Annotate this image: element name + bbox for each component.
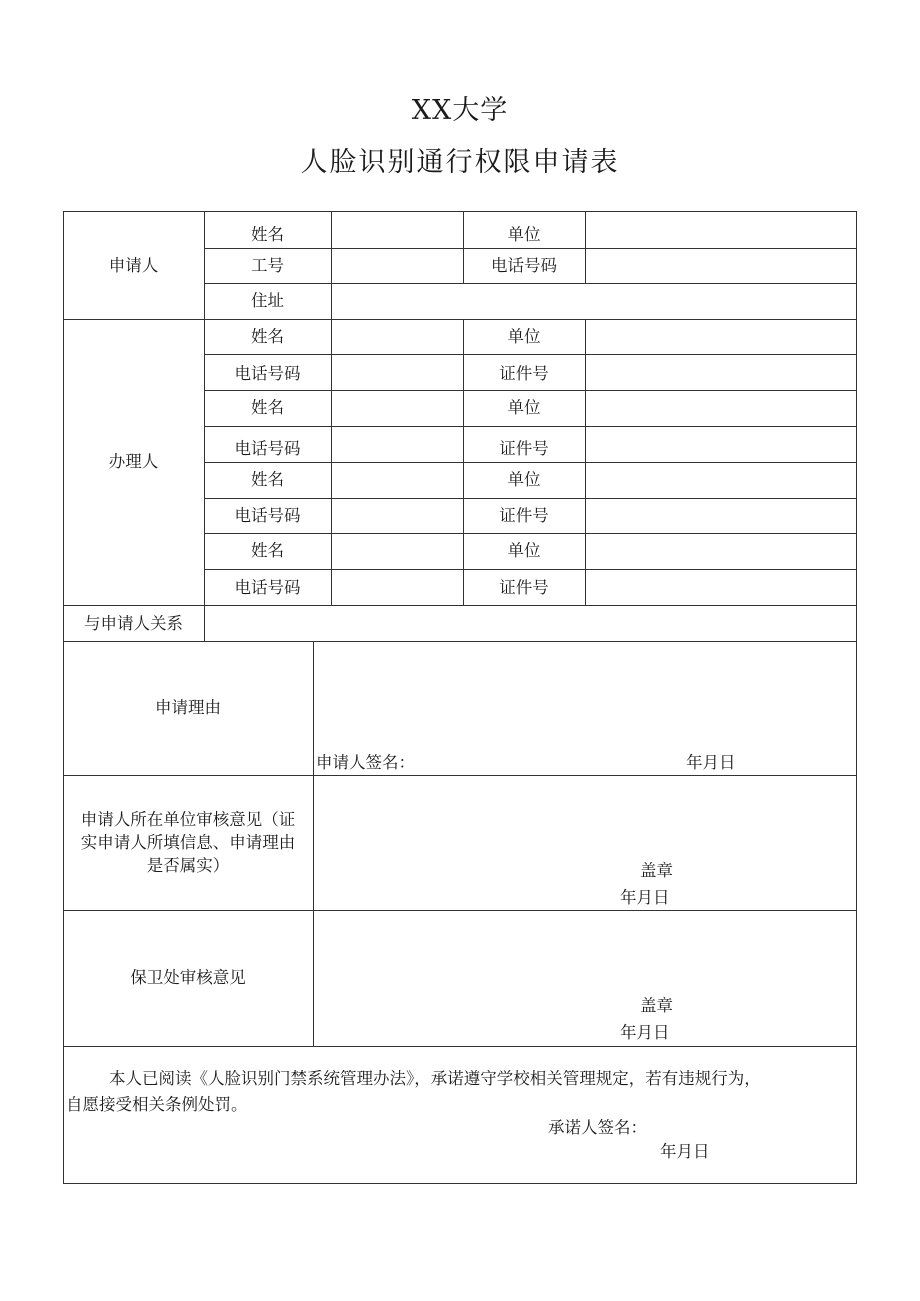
unit-review-field[interactable] <box>313 775 856 855</box>
handler-cert-label: 证件号 <box>499 364 549 383</box>
handler-cert-label: 证件号 <box>499 578 549 597</box>
handler-name-label: 姓名 <box>251 398 284 417</box>
handler-unit-field[interactable] <box>585 462 856 498</box>
handler-phone-label: 电话号码 <box>234 364 301 383</box>
handler-unit-label: 单位 <box>507 398 541 417</box>
handler-phone-label: 电话号码 <box>234 439 301 458</box>
pledge-text-line2: 自愿接受相关条例处罚。 <box>66 1095 248 1114</box>
handler-name-field[interactable] <box>331 390 463 426</box>
handler-cert-label: 证件号 <box>499 506 549 525</box>
handler-name-field[interactable] <box>331 533 463 569</box>
unit-review-label-line3: 是否属实） <box>146 856 230 875</box>
handler-name-label: 姓名 <box>251 327 284 346</box>
security-review-date-label: 年月日 <box>620 1023 670 1042</box>
reason-label: 申请理由 <box>155 698 221 717</box>
form-title: 人脸识别通行权限申请表 <box>300 147 620 178</box>
handler-unit-field[interactable] <box>585 319 856 354</box>
handler-unit-label: 单位 <box>507 470 541 489</box>
university-title: XX大学 <box>411 95 509 126</box>
pledge-signature-label: 承诺人签名： <box>548 1118 647 1137</box>
security-review-field[interactable] <box>313 910 856 990</box>
handler-section-label: 办理人 <box>108 452 159 471</box>
handler-name-field[interactable] <box>331 462 463 498</box>
handler-phone-field[interactable] <box>331 498 463 533</box>
handler-phone-field[interactable] <box>331 569 463 605</box>
applicant-phone-field[interactable] <box>585 248 856 283</box>
applicant-section-label: 申请人 <box>108 256 159 275</box>
handler-unit-label: 单位 <box>507 327 541 346</box>
handler-phone-label: 电话号码 <box>234 578 301 597</box>
pledge-text-line1: 本人已阅读《人脸识别门禁系统管理办法》，承诺遵守学校相关管理规定，若有违规行为， <box>109 1069 761 1088</box>
handler-cert-field[interactable] <box>585 354 856 390</box>
applicant-unit-field[interactable] <box>585 211 856 248</box>
handler-phone-field[interactable] <box>331 426 463 462</box>
applicant-signature-label: 申请人签名： <box>316 753 415 772</box>
reason-field[interactable] <box>313 641 856 747</box>
handler-unit-field[interactable] <box>585 533 856 569</box>
handler-unit-field[interactable] <box>585 390 856 426</box>
handler-cert-field[interactable] <box>585 569 856 605</box>
relation-label: 与申请人关系 <box>84 614 183 633</box>
handler-phone-field[interactable] <box>331 354 463 390</box>
handler-name-label: 姓名 <box>251 541 284 560</box>
unit-review-label-line2: 实申请人所填信息、申请理由 <box>80 833 296 852</box>
applicant-unit-label: 单位 <box>507 225 541 244</box>
applicant-id-label: 工号 <box>251 256 284 275</box>
pledge-date-label: 年月日 <box>660 1142 710 1161</box>
handler-phone-label: 电话号码 <box>234 506 301 525</box>
unit-review-label-line1: 申请人所在单位审核意见（证 <box>80 810 296 829</box>
handler-unit-label: 单位 <box>507 541 541 560</box>
applicant-name-label: 姓名 <box>251 225 284 244</box>
handler-cert-field[interactable] <box>585 498 856 533</box>
applicant-address-field[interactable] <box>331 283 856 319</box>
unit-seal-label: 盖章 <box>640 861 673 880</box>
relation-field[interactable] <box>204 605 856 641</box>
reason-date-label: 年月日 <box>686 753 736 772</box>
handler-cert-label: 证件号 <box>499 439 549 458</box>
applicant-id-field[interactable] <box>331 248 463 283</box>
applicant-address-label: 住址 <box>251 291 284 310</box>
handler-name-field[interactable] <box>331 319 463 354</box>
handler-name-label: 姓名 <box>251 470 284 489</box>
security-review-label: 保卫处审核意见 <box>130 968 246 987</box>
security-seal-label: 盖章 <box>640 996 673 1015</box>
unit-review-date-label: 年月日 <box>620 888 670 907</box>
handler-cert-field[interactable] <box>585 426 856 462</box>
applicant-name-field[interactable] <box>331 211 463 248</box>
applicant-phone-label: 电话号码 <box>491 256 557 275</box>
